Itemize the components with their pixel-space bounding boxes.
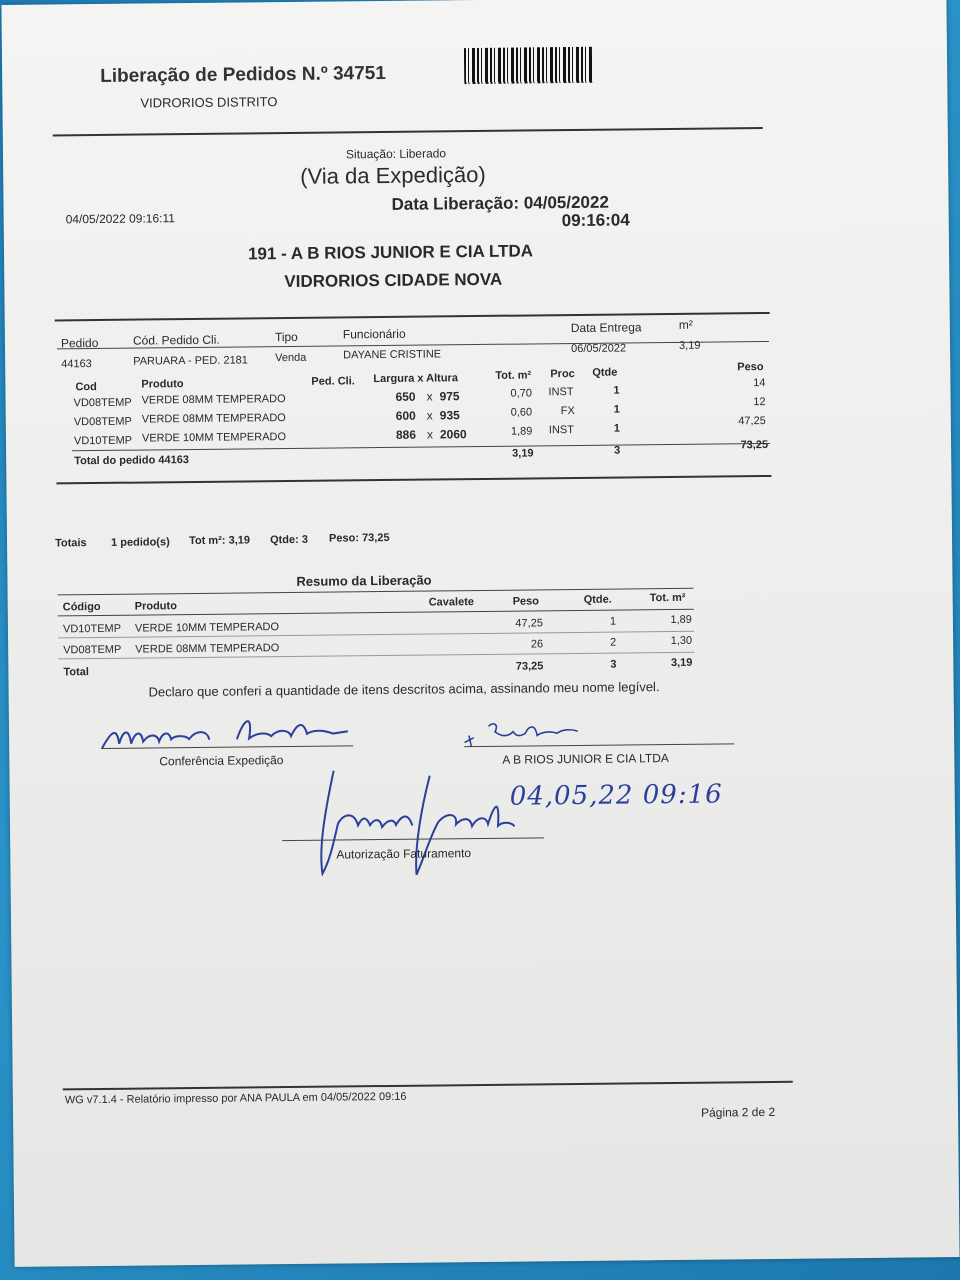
divider <box>63 1081 793 1091</box>
item-produto: VERDE 08MM TEMPERADO <box>141 393 286 407</box>
client-name: 191 - A B RIOS JUNIOR E CIA LTDA <box>247 241 534 264</box>
item-tot-m2: 1,89 <box>510 425 533 438</box>
col-header-pedido: Pedido <box>60 335 99 351</box>
totals-pedidos: 1 pedido(s) <box>110 536 170 549</box>
totals-qtde: Qtde: 3 <box>269 533 309 547</box>
release-time: 09:16:04 <box>561 210 630 231</box>
totals-m2: Tot m²: 3,19 <box>188 534 251 548</box>
divider <box>53 127 763 136</box>
divider <box>56 475 771 484</box>
col-header-data-entrega: Data Entrega <box>570 320 642 336</box>
order-total-peso: 73,25 <box>740 438 769 452</box>
item-header-ped-cli: Ped. Cli. <box>311 375 355 388</box>
summary-header-qtde: Qtde. <box>583 593 612 606</box>
order-tipo: Venda <box>275 351 307 365</box>
footer-page: Página 2 de 2 <box>700 1104 776 1120</box>
footer-report: WG v7.1.4 - Relatório impresso por ANA PAULA em 04/05/2022 09:16 <box>64 1090 407 1107</box>
item-header-largura-altura: Largura x Altura <box>373 372 458 386</box>
totals-label: Totais <box>54 537 87 550</box>
item-qtde: 1 <box>613 422 621 435</box>
item-altura: 2060 <box>439 427 467 442</box>
summary-tot-m2: 1,89 <box>670 613 692 627</box>
item-proc: INST <box>548 424 575 437</box>
print-datetime: 04/05/2022 09:16:11 <box>65 211 175 227</box>
order-total-qtde: 3 <box>614 444 621 457</box>
item-peso: 47,25 <box>738 415 766 428</box>
item-produto: VERDE 08MM TEMPERADO <box>141 412 286 426</box>
signature-autorizacao <box>309 766 520 880</box>
item-header-peso: Peso <box>737 361 764 374</box>
summary-header-tot-m2: Tot. m² <box>649 591 686 605</box>
summary-qtde: 2 <box>610 636 617 649</box>
item-tot-m2: 0,70 <box>510 387 532 400</box>
via-label: (Via da Expedição) <box>300 161 486 189</box>
summary-total-label: Total <box>63 666 89 679</box>
item-altura: 975 <box>439 389 460 404</box>
summary-title: Resumo da Liberação <box>296 572 432 589</box>
item-qtde: 1 <box>613 384 620 397</box>
divider <box>55 312 770 321</box>
order-total-m2: 3,19 <box>512 447 534 460</box>
col-header-cod-pedido-cli: Cód. Pedido Cli. <box>132 332 220 348</box>
summary-tot-m2: 1,30 <box>670 634 693 648</box>
summary-header-peso: Peso <box>512 595 540 608</box>
client-signature-label: A B RIOS JUNIOR E CIA LTDA <box>502 751 669 767</box>
declaration-text: Declaro que conferi a quantidade de itens descritos acima, assinando meu nome legível. <box>148 679 660 700</box>
totals-peso: Peso: 73,25 <box>328 531 390 545</box>
order-m2: 3,19 <box>678 339 701 352</box>
item-proc: FX <box>560 405 575 418</box>
item-peso: 14 <box>753 377 766 390</box>
situation: Situação: Liberado <box>345 146 447 162</box>
summary-header-codigo: Código <box>62 600 101 614</box>
item-qtde: 1 <box>613 403 620 416</box>
col-header-tipo: Tipo <box>274 329 298 345</box>
document-page <box>1 0 959 1267</box>
item-tot-m2: 0,60 <box>510 406 533 419</box>
col-header-funcionario: Funcionário <box>342 326 406 342</box>
conferencia-label: Conferência Expedição <box>159 753 284 769</box>
item-altura: 935 <box>439 408 460 423</box>
item-proc: INST <box>548 386 574 399</box>
item-produto: VERDE 10MM TEMPERADO <box>141 431 287 445</box>
barcode <box>464 47 592 84</box>
item-largura: 886 <box>395 427 417 442</box>
order-pedido: 44163 <box>61 358 92 371</box>
summary-header-cavalete: Cavalete <box>428 596 475 609</box>
item-header-produto: Produto <box>141 378 184 391</box>
item-cod: VD08TEMP <box>73 396 132 410</box>
client-branch: VIDRORIOS CIDADE NOVA <box>284 269 503 292</box>
order-data-entrega: 06/05/2022 <box>570 342 627 356</box>
summary-peso: 47,25 <box>515 617 543 630</box>
summary-total-peso: 73,25 <box>515 660 544 673</box>
summary-total-m2: 3,19 <box>670 656 693 670</box>
item-cod: VD08TEMP <box>73 415 132 429</box>
divider <box>72 443 770 451</box>
order-funcionario: DAYANE CRISTINE <box>343 348 442 362</box>
summary-total-qtde: 3 <box>610 658 617 671</box>
item-largura: 650 <box>395 389 416 404</box>
item-x: x <box>426 408 433 423</box>
item-header-proc: Proc <box>550 367 575 381</box>
summary-codigo: VD08TEMP <box>63 643 122 657</box>
summary-qtde: 1 <box>609 615 617 628</box>
summary-produto: VERDE 08MM TEMPERADO <box>135 642 280 656</box>
item-header-qtde: Qtde <box>592 366 618 379</box>
autorizacao-label: Autorização Faturamento <box>336 846 472 862</box>
item-largura: 600 <box>395 408 416 423</box>
item-header-tot-m2: Tot. m² <box>495 369 532 382</box>
item-x: x <box>426 389 433 404</box>
order-total-label: Total do pedido 44163 <box>74 454 189 468</box>
company-name: VIDRORIOS DISTRITO <box>140 94 278 111</box>
summary-codigo: VD10TEMP <box>62 622 122 636</box>
item-peso: 12 <box>753 396 766 409</box>
order-cod-pedido-cli: PARUARA - PED. 2181 <box>133 354 248 368</box>
col-header-m2: m² <box>678 317 693 332</box>
item-cod: VD10TEMP <box>73 434 133 448</box>
item-x: x <box>426 427 434 442</box>
release-date: Data Liberação: 04/05/2022 <box>391 192 609 214</box>
summary-produto: VERDE 10MM TEMPERADO <box>134 621 280 635</box>
summary-peso: 26 <box>530 638 544 651</box>
summary-header-produto: Produto <box>134 600 177 613</box>
item-header-cod: Cod <box>75 381 97 394</box>
document-title: Liberação de Pedidos N.º 34751 <box>100 62 387 87</box>
handwritten-date: 04,05,22 09:16 <box>509 779 723 812</box>
